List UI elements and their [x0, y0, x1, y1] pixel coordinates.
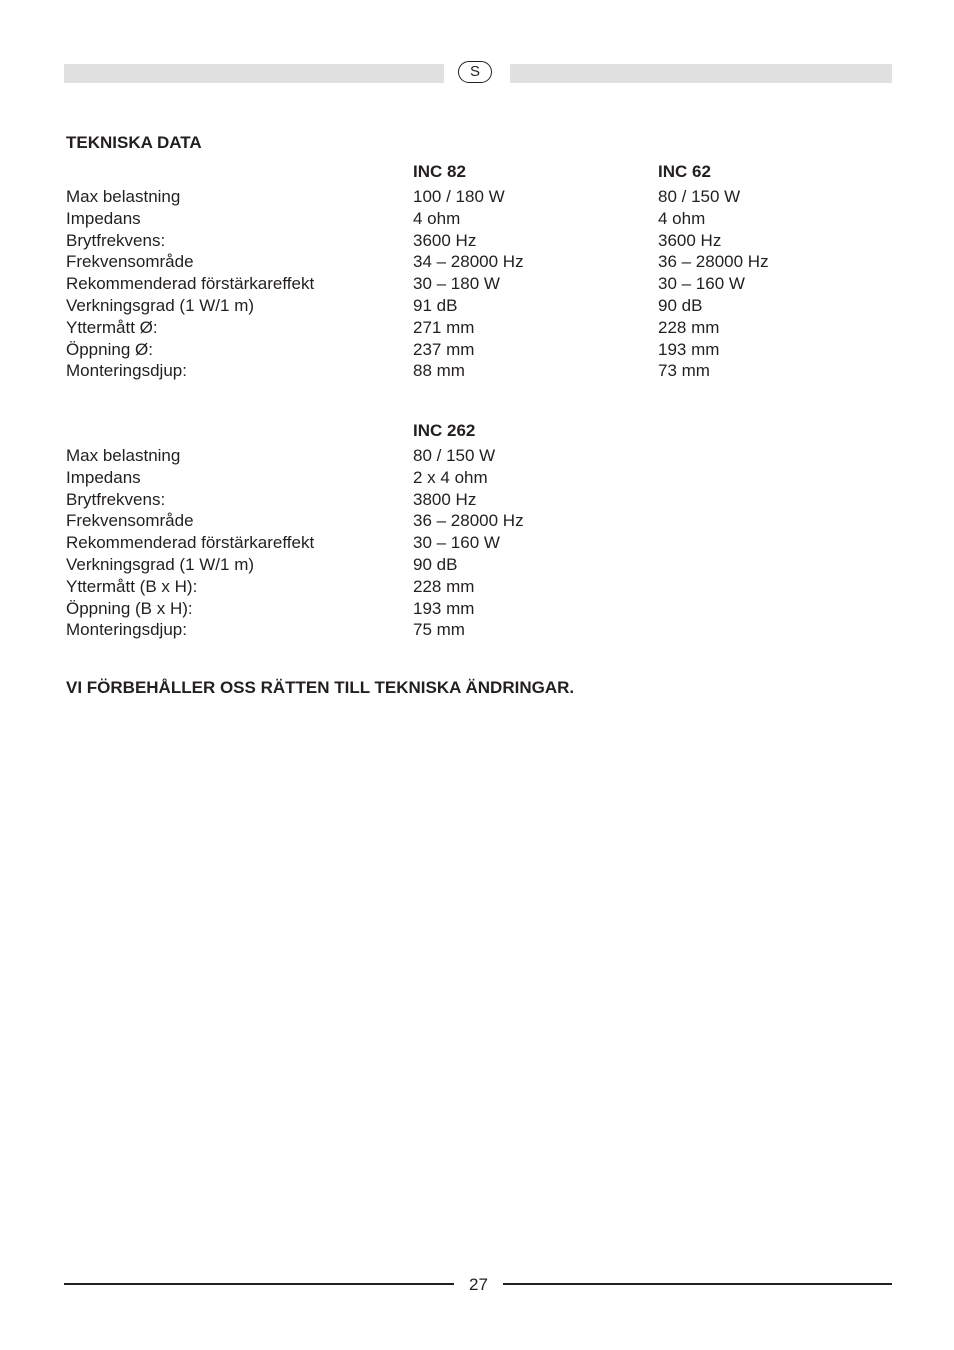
spec-value: 90 dB [413, 554, 458, 574]
spec-value: 3600 Hz [658, 230, 722, 250]
footer-rule-left [64, 1283, 454, 1285]
spec-label: Rekommenderad förstärkareffekt [66, 533, 315, 553]
spec-value: 193 mm [658, 339, 720, 359]
spec-value: 30 – 160 W [658, 274, 745, 294]
spec-value: 36 – 28000 Hz [413, 511, 524, 531]
spec-label: Max belastning [66, 446, 181, 465]
column-header-inc262: INC 262 [413, 421, 476, 440]
disclaimer-text: VI FÖRBEHÅLLER OSS RÄTTEN TILL TEKNISKA ÄNDRINGAR. [66, 678, 575, 697]
spec-value: 100 / 180 W [413, 187, 505, 206]
spec-value: 4 ohm [658, 208, 706, 228]
spec-value: 2 x 4 ohm [413, 467, 488, 487]
spec-value: 30 – 160 W [413, 533, 500, 553]
column-header-inc82: INC 82 [413, 162, 466, 181]
spec-label: Brytfrekvens: [66, 230, 166, 250]
spec-label: Rekommenderad förstärkareffekt [66, 274, 315, 294]
spec-value: 80 / 150 W [413, 446, 496, 465]
spec-label: Yttermått Ø: [66, 317, 158, 337]
spec-label: Öppning Ø: [66, 339, 153, 359]
language-badge: S [458, 61, 492, 83]
spec-value: 88 mm [413, 361, 465, 381]
spec-value: 80 / 150 W [658, 187, 741, 206]
page-number: 27 [469, 1275, 488, 1294]
spec-label: Max belastning [66, 187, 181, 206]
spec-value: 193 mm [413, 598, 475, 618]
spec-label: Impedans [66, 208, 141, 228]
spec-value: 4 ohm [413, 208, 461, 228]
spec-value: 91 dB [413, 295, 458, 315]
spec-value: 30 – 180 W [413, 274, 500, 294]
spec-value: 271 mm [413, 317, 475, 337]
spec-label: Verkningsgrad (1 W/1 m) [66, 295, 255, 315]
footer-rule-right [503, 1283, 892, 1285]
spec-value: 237 mm [413, 339, 475, 359]
section-title: TEKNISKA DATA [66, 133, 202, 152]
spec-label: Frekvensområde [66, 252, 194, 272]
spec-label: Brytfrekvens: [66, 489, 166, 509]
spec-label: Frekvensområde [66, 511, 194, 531]
spec-value: 36 – 28000 Hz [658, 252, 769, 272]
spec-value: 34 – 28000 Hz [413, 252, 524, 272]
spec-label: Verkningsgrad (1 W/1 m) [66, 554, 255, 574]
spec-value: 90 dB [658, 295, 703, 315]
header-bar-left [64, 64, 444, 83]
column-header-inc62: INC 62 [658, 162, 711, 181]
header-bar-right [510, 64, 892, 83]
spec-label: Impedans [66, 467, 141, 487]
spec-value: 75 mm [413, 620, 465, 640]
spec-value: 3600 Hz [413, 230, 477, 250]
spec-label: Monteringsdjup: [66, 361, 187, 381]
spec-value: 228 mm [413, 576, 475, 596]
spec-label: Yttermått (B x H): [66, 576, 198, 596]
spec-label: Öppning (B x H): [66, 598, 193, 618]
spec-value: 3800 Hz [413, 489, 477, 509]
spec-value: 228 mm [658, 317, 720, 337]
spec-value: 73 mm [658, 361, 710, 381]
spec-label: Monteringsdjup: [66, 620, 187, 640]
